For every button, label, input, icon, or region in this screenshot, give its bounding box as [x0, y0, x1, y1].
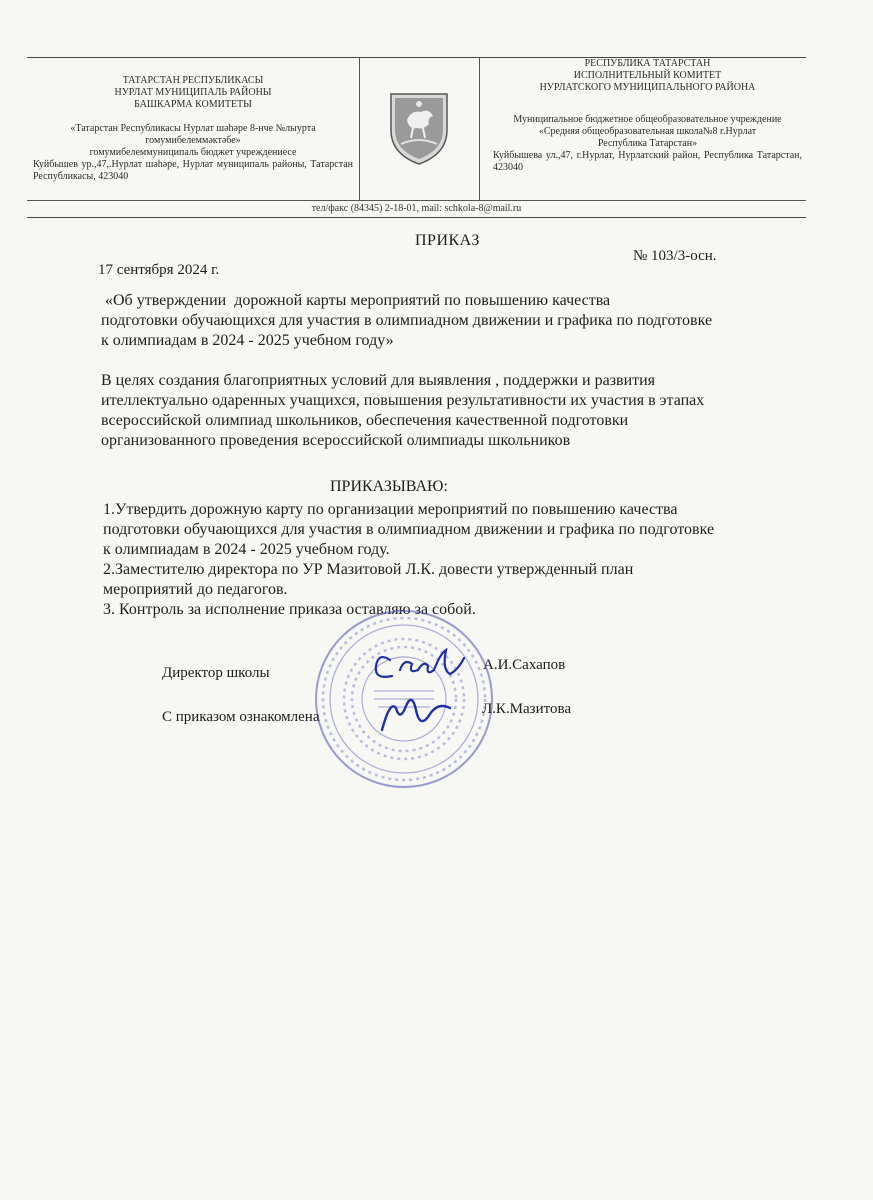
order-number: № 103/3-осн.: [633, 248, 717, 264]
letterhead-contacts: тел/факс (84345) 2-18-01, mail: schkola-8@mail.ru: [27, 200, 806, 217]
subject-line: «Об утверждении дорожной карты мероприятий по повышению качества: [101, 292, 611, 309]
preamble-line: организованного проведения всероссийской олимпиады школьников: [101, 432, 571, 449]
item-line: 2.Заместителю директора по УР Мазитовой Л.К. довести утвержденный план: [103, 561, 634, 578]
item-line: 3. Контроль за исполнение приказа оставляю за собой.: [103, 601, 476, 618]
lh-left-line6: гомумибелеммуниципаль бюджет учреждениесе: [89, 147, 297, 158]
subject-line: к олимпиадам в 2024 - 2025 учебном году»: [101, 332, 394, 349]
item-line: мероприятий до педагогов.: [103, 581, 288, 598]
director-name: А.И.Сахапов: [483, 657, 566, 673]
director-role: Директор школы: [162, 665, 270, 681]
lh-left-line1: ТАТАРСТАН РЕСПУБЛИКАСЫ: [122, 75, 264, 86]
lh-right-line2: ИСПОЛНИТЕЛЬНЫЙ КОМИТЕТ: [573, 70, 722, 81]
order-preamble: [101, 371, 791, 451]
lh-left-line4: «Татарстан Республикасы Нурлат шәһәре 8-нче №лыурта: [70, 123, 316, 134]
lh-right-line6: Республика Татарстан»: [597, 138, 698, 149]
lh-right-line1: РЕСПУБЛИКА ТАТАРСТАН: [584, 58, 711, 69]
preamble-line: всероссийской олимпиад школьников, обеспечения качественной подготовки: [101, 412, 629, 429]
lh-left-line5: гомумибелеммәктәбе»: [145, 135, 241, 146]
acknowledged-name: Л.К.Мазитова: [482, 701, 572, 717]
preamble-line: В целях создания благоприятных условий для выявления , поддержки и развития: [101, 372, 656, 389]
item-line: 1.Утвердить дорожную карту по организации мероприятий по повышению качества: [103, 501, 678, 518]
lh-right-line4: Муниципальное бюджетное общеобразовательное учреждение: [513, 114, 782, 125]
item-line: подготовки обучающихся для участия в олимпиадном движении и графика по подготовке: [103, 521, 715, 538]
decree-heading: ПРИКАЗЫВАЮ:: [330, 478, 448, 495]
order-title: ПРИКАЗ: [415, 232, 480, 249]
order-subject: [101, 291, 791, 351]
lh-left-line3: БАШКАРМА КОМИТЕТЫ: [134, 99, 252, 110]
lh-left-line2: НУРЛАТ МУНИЦИПАЛЬ РАЙОНЫ: [114, 87, 272, 98]
letterhead-right-russian: [479, 58, 806, 200]
lh-right-line3: НУРЛАТСКОГО МУНИЦИПАЛЬНОГО РАЙОНА: [539, 82, 756, 93]
coat-of-arms-icon: [387, 90, 451, 166]
lh-right-line5: «Средняя общеобразовательная школа№8 г.Нурлат: [538, 126, 757, 137]
item-line: к олимпиадам в 2024 - 2025 учебном году.: [103, 541, 390, 558]
lh-right-address: Куйбышева ул.,47, г.Нурлат, Нурлатский район, Республика Татарстан, 423040: [493, 150, 802, 173]
acknowledgement-label: С приказом ознакомлена: [162, 709, 320, 725]
order-date: 17 сентября 2024 г.: [98, 262, 220, 278]
letterhead-emblem-column: [359, 58, 480, 200]
letterhead: [27, 57, 806, 218]
lh-left-address: Куйбышев ур.,47,.Нурлат шәһәре, Нурлат муниципаль районы, Татарстан Республикасы, 423040: [33, 159, 353, 182]
subject-line: подготовки обучающихся для участия в олимпиадном движении и графика по подготовке: [101, 312, 713, 329]
preamble-line: ителлектуально одаренных учащихся, повышения результативности их участия в этапах: [101, 392, 705, 409]
letterhead-left-tatar: [27, 58, 360, 200]
order-items: [103, 500, 803, 620]
handwritten-signatures-icon: [360, 630, 480, 740]
